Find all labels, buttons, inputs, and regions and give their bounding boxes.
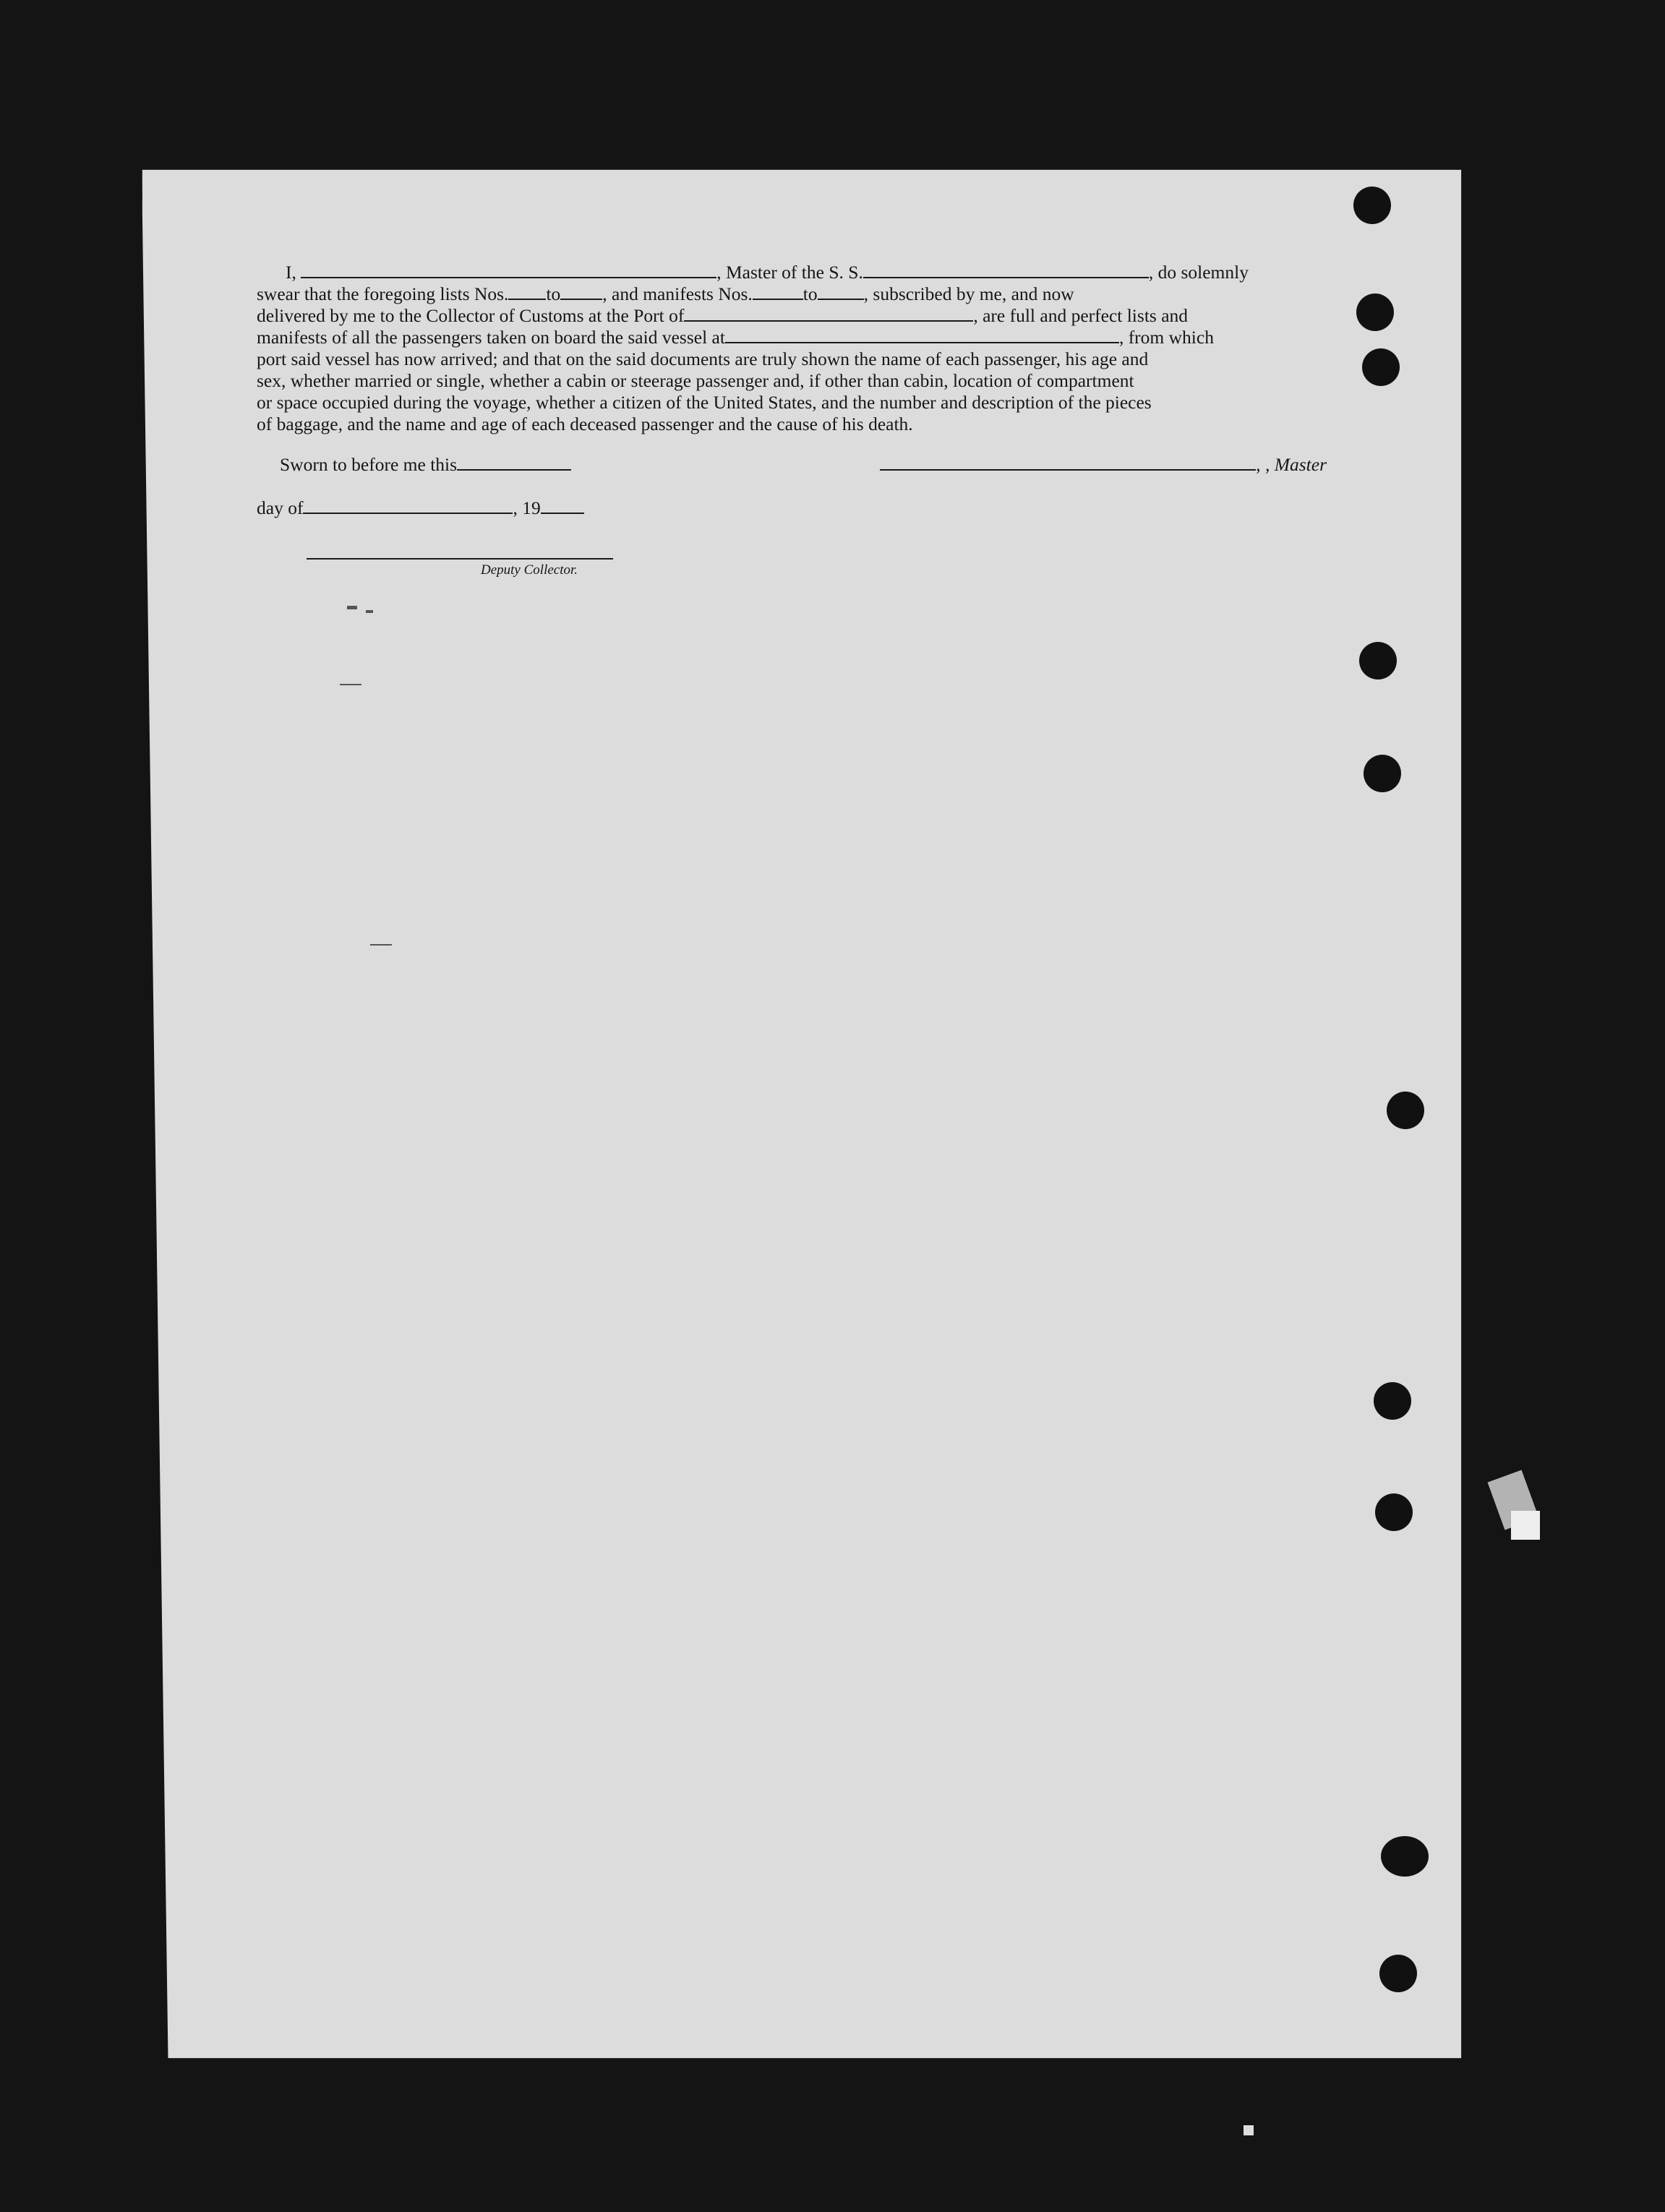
year-blank[interactable] <box>541 498 584 514</box>
oath-line-1 <box>257 262 1327 283</box>
master-signature-blank[interactable] <box>880 455 1256 471</box>
ink-speck <box>347 606 357 609</box>
punch-hole <box>1374 1382 1411 1420</box>
master-name-blank[interactable] <box>301 262 716 278</box>
sworn-day-blank[interactable] <box>457 455 571 471</box>
master-signature-block: , , Master <box>880 454 1327 476</box>
oath-line-4 <box>257 327 1327 348</box>
oath-text: , are full and perfect lists and <box>973 305 1189 326</box>
deputy-collector-signature-line[interactable] <box>307 558 613 560</box>
punch-hole <box>1379 1955 1417 1992</box>
oath-line-3 <box>257 305 1327 327</box>
lists-to-blank[interactable] <box>560 284 602 300</box>
oath-line-5: port said vessel has now arrived; and that on the said documents are truly shown the name of each passenger, his age and <box>257 348 1149 369</box>
day-row <box>257 497 584 519</box>
sworn-label: Sworn to before me this <box>280 454 458 475</box>
ink-speck <box>340 684 361 685</box>
ship-name-blank[interactable] <box>863 262 1149 278</box>
punch-hole <box>1356 293 1394 331</box>
master-label: , Master <box>1265 454 1327 475</box>
port-blank[interactable] <box>684 306 973 322</box>
oath-text: I, <box>286 262 296 283</box>
day-label: day of <box>257 497 304 518</box>
month-blank[interactable] <box>303 498 513 514</box>
oath-text: swear that the foregoing lists Nos. <box>257 283 509 304</box>
oath-line-8: of baggage, and the name and age of each deceased passenger and the cause of his death. <box>257 413 913 434</box>
ink-speck <box>370 944 392 946</box>
oath-line-6: sex, whether married or single, whether a cabin or steerage passenger and, if other than cabin, location of compartment <box>257 370 1134 391</box>
punch-hole <box>1362 348 1400 386</box>
oath-paragraph <box>257 262 1327 435</box>
oath-text: to <box>546 283 561 304</box>
oath-text: manifests of all the passengers taken on board the said vessel at <box>257 327 725 348</box>
oath-line-2 <box>257 283 1327 305</box>
ink-speck <box>366 610 373 613</box>
oath-text: , subscribed by me, and now <box>863 283 1074 304</box>
punch-hole <box>1359 642 1397 680</box>
paper-scrap <box>1244 2125 1254 2135</box>
sworn-block <box>280 454 571 476</box>
document-page <box>142 169 1462 2059</box>
punch-hole <box>1364 755 1401 792</box>
oath-text: , Master of the S. S. <box>716 262 863 283</box>
departure-port-blank[interactable] <box>725 327 1119 343</box>
oath-text: , do solemnly <box>1148 262 1249 283</box>
manifests-from-blank[interactable] <box>753 284 803 300</box>
oath-text: to <box>802 283 818 304</box>
lists-from-blank[interactable] <box>508 284 546 300</box>
punch-hole <box>1353 187 1391 224</box>
year-label: , 19 <box>513 497 541 518</box>
oath-text: delivered by me to the Collector of Customs at the Port of <box>257 305 685 326</box>
punch-hole <box>1381 1836 1429 1877</box>
oath-text: , and manifests Nos. <box>602 283 753 304</box>
punch-hole <box>1375 1493 1413 1531</box>
manifests-to-blank[interactable] <box>818 284 864 300</box>
deputy-collector-label: Deputy Collector. <box>481 562 578 578</box>
oath-text: , from which <box>1118 327 1214 348</box>
paper-scrap <box>1511 1511 1540 1540</box>
punch-hole <box>1387 1092 1424 1129</box>
oath-line-7: or space occupied during the voyage, whether a citizen of the United States, and the number and description of the pieces <box>257 392 1152 413</box>
